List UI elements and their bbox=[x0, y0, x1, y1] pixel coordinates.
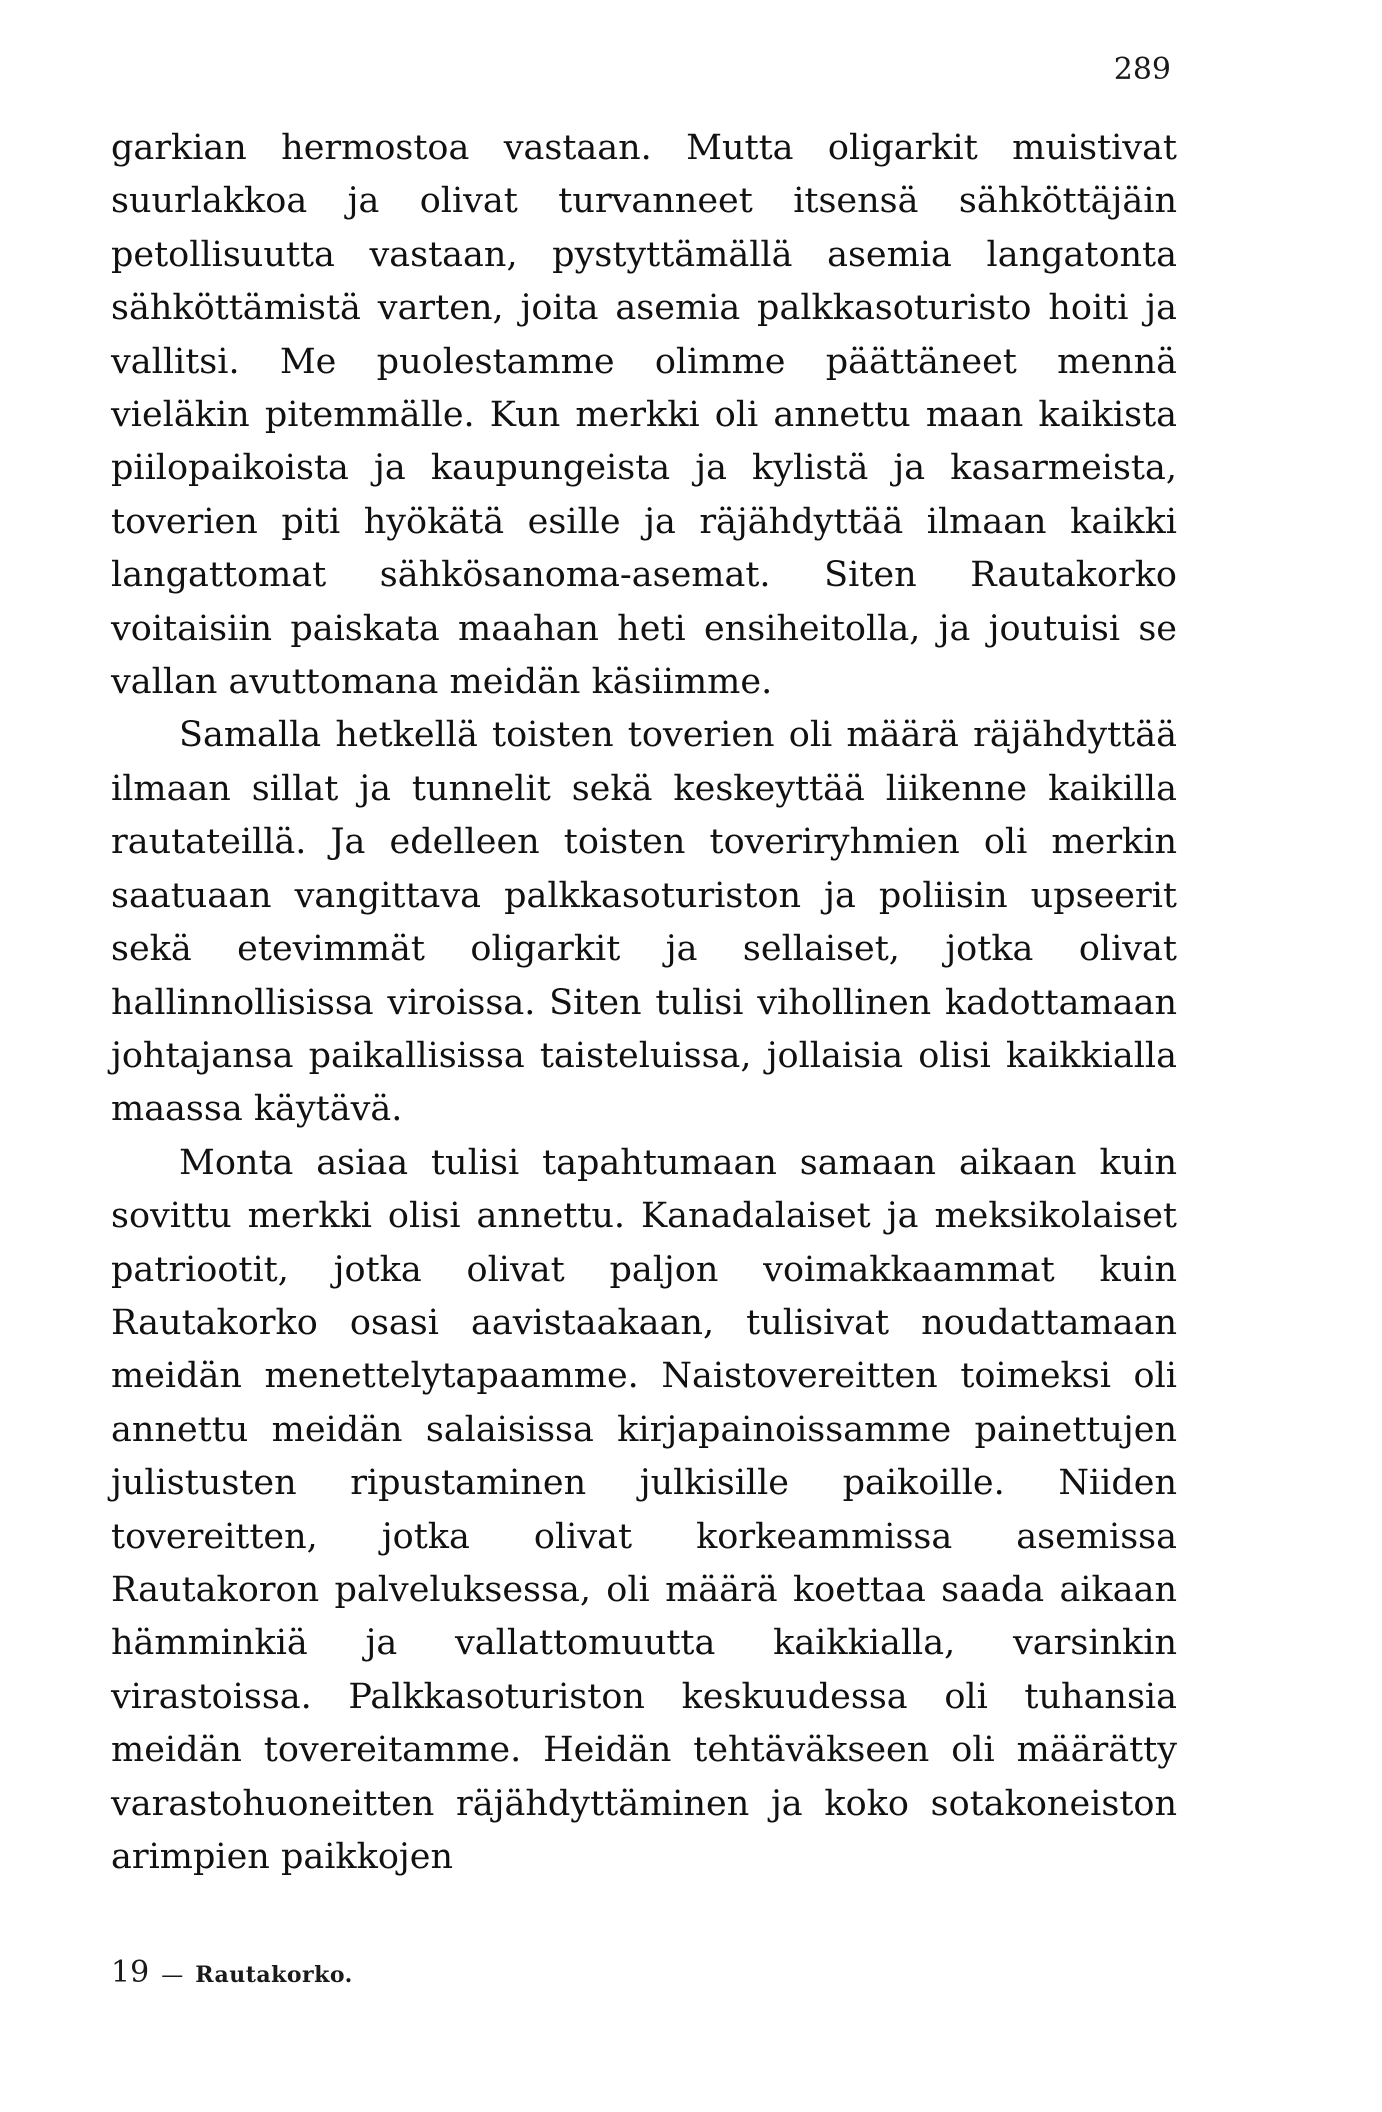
signature-mark: 19 bbox=[111, 1955, 150, 1990]
body-text bbox=[111, 122, 1177, 1884]
page-number: 289 bbox=[1113, 52, 1171, 87]
paragraph-2: Samalla hetkellä toisten toverien oli määrä räjähdyttää ilmaan sillat ja tunnelit sekä keskeyttää liikenne kaikilla rautateillä. Ja edelleen toisten toveriryhmien oli merkin saatuaan vangittava palkkasoturiston ja poliisin upseerit sekä etevimmät oligarkit ja sellaiset, jotka olivat hallinnollisissa viroissa. Siten tulisi vihollinen kadottamaan johtajansa paikallisissa taisteluissa, jollaisia olisi kaikkialla maassa käytävä. bbox=[111, 715, 1177, 1130]
paragraph-1: garkian hermostoa vastaan. Mutta oligarkit muistivat suurlakkoa ja olivat turvanneet itsensä sähköttäjäin petollisuutta vastaan, pystyttämällä asemia langatonta sähköttämistä varten, joita asemia palkkasoturisto hoiti ja vallitsi. Me puolestamme olimme päättäneet mennä vieläkin pitemmälle. Kun merkki oli annettu maan kaikista piilopaikoista ja kaupungeista ja kylistä ja kasarmeista, toverien piti hyökätä esille ja räjähdyttää ilmaan kaikki langattomat sähkösanoma-asemat. Siten Rautakorko voitaisiin paiskata maahan heti ensiheitolla, ja joutuisi se vallan avuttomana meidän käsiimme. bbox=[111, 128, 1177, 703]
footer bbox=[111, 1955, 353, 1990]
footer-dash: — bbox=[161, 1963, 184, 1988]
book-title: Rautakorko. bbox=[195, 1962, 353, 1988]
paragraph-3: Monta asiaa tulisi tapahtumaan samaan aikaan kuin sovittu merkki olisi annettu. Kanadalaiset ja meksikolaiset patriootit, jotka olivat paljon voimakkaammat kuin Rautakorko osasi aavistaakaan, tulisivat noudattamaan meidän menettelytapaamme. Naistovereitten toimeksi oli annettu meidän salaisissa kirjapainoissamme painettujen julistusten ripustaminen julkisille paikoille. Niiden tovereitten, jotka olivat korkeammissa asemissa Rautakoron palveluksessa, oli määrä koettaa saada aikaan hämminkiä ja vallattomuutta kaikkialla, varsinkin virastoissa. Palkkasoturiston keskuudessa oli tuhansia meidän tovereitamme. Heidän tehtäväkseen oli määrätty varastohuoneitten räjähdyttäminen ja koko sotakoneiston arimpien paikkojen bbox=[111, 1142, 1177, 1877]
